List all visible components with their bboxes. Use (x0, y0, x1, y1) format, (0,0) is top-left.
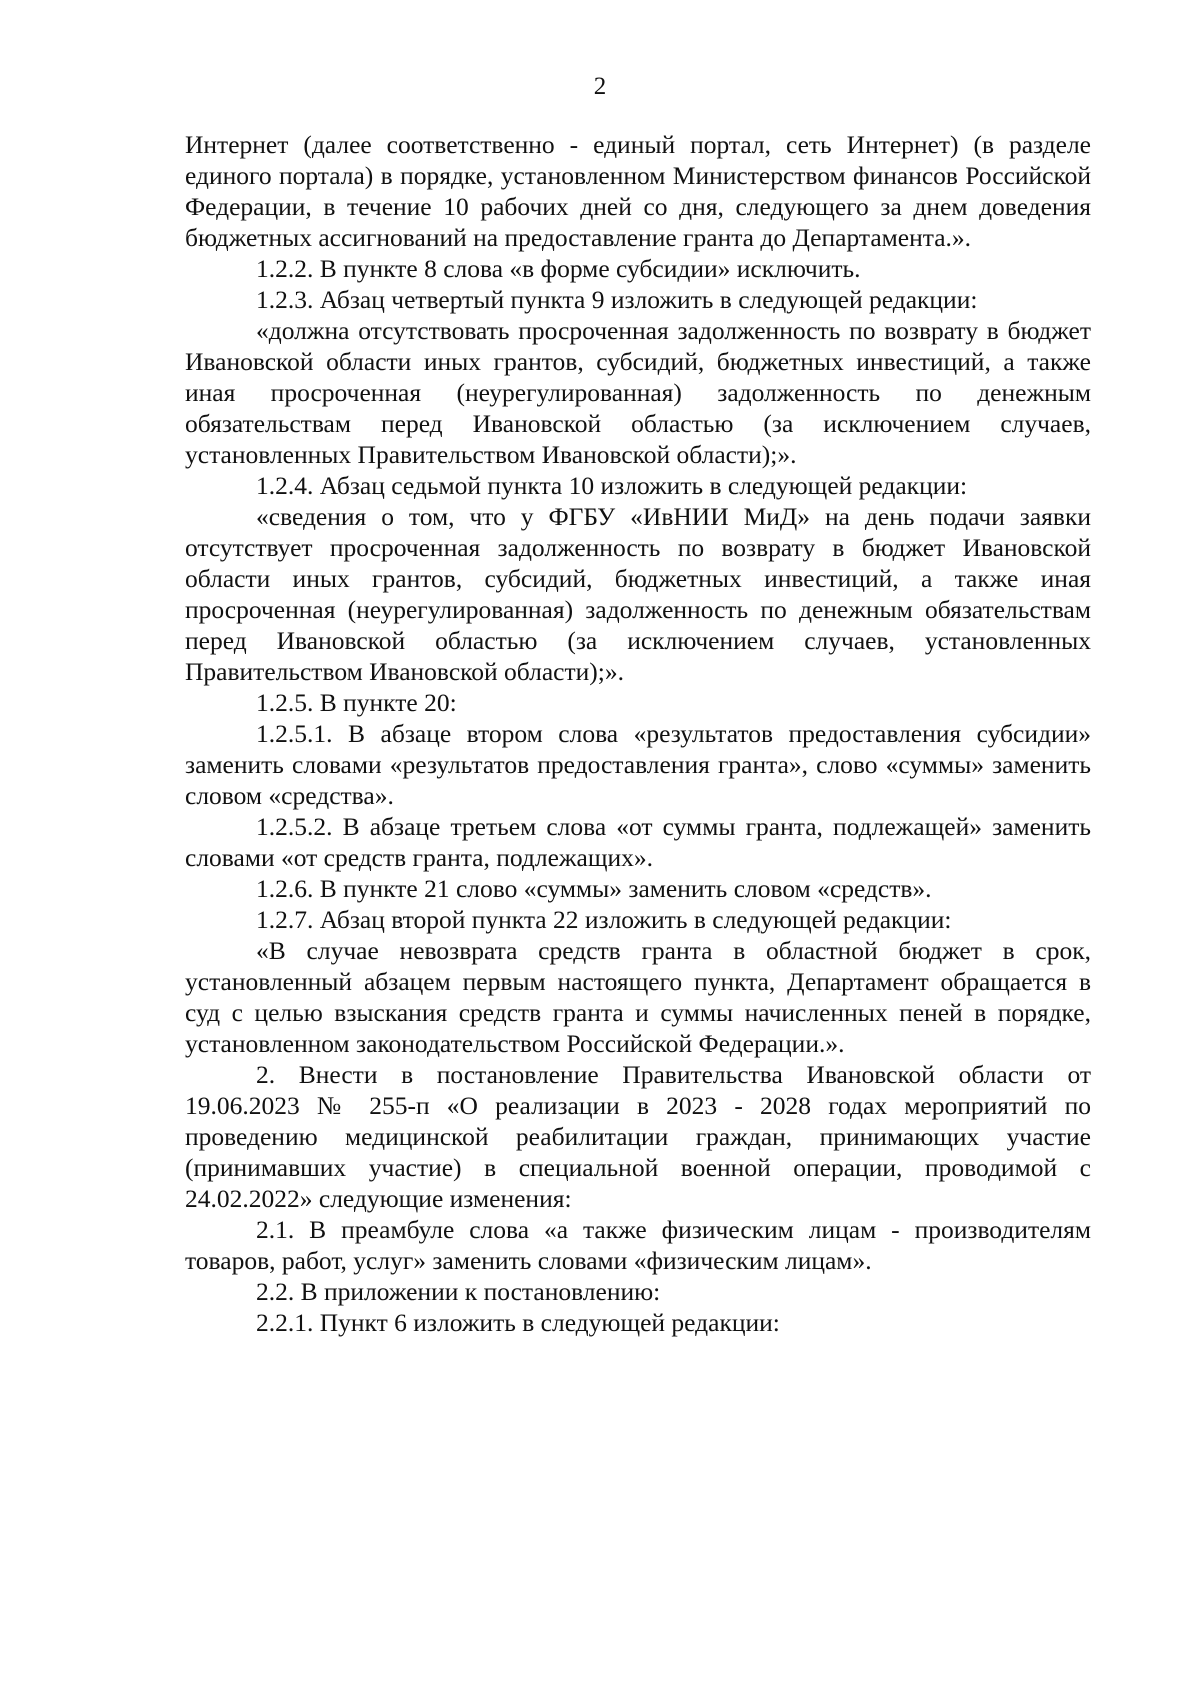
paragraph-1-2-2: 1.2.2. В пункте 8 слова «в форме субсидии» исключить. (256, 254, 861, 283)
paragraph-continuation: Интернет (далее соответственно - единый портал, сеть Интернет) (в разделе единого портала) в порядке, установленном Министерством финансов Российской Федерации, в течение 10 рабочих дней со дня, следующего за днем доведения бюджетных ассигнований на предоставление гранта до Департамента.». (185, 130, 1091, 252)
paragraph-2-2-1: 2.2.1. Пункт 6 изложить в следующей редакции: (256, 1308, 780, 1337)
paragraph-1-2-6: 1.2.6. В пункте 21 слово «суммы» заменить словом «средств». (256, 874, 932, 903)
paragraph-2-2: 2.2. В приложении к постановлению: (256, 1277, 661, 1306)
paragraph-1-2-5-1: 1.2.5.1. В абзаце втором слова «результатов предоставления субсидии» заменить словами «результатов предоставления гранта», слово «суммы» заменить словом «средства». (185, 719, 1091, 810)
paragraph-1-2-5: 1.2.5. В пункте 20: (256, 688, 457, 717)
paragraph-quote-debt: «должна отсутствовать просроченная задолженность по возврату в бюджет Ивановской области иных грантов, субсидий, бюджетных инвестиций, а также иная просроченная (неурегулированная) задолженность по денежным обязательствам перед Ивановской областью (за исключением случаев, установленных Правительством Ивановской области);». (185, 316, 1091, 469)
paragraph-2: 2. Внести в постановление Правительства Ивановской области от 19.06.2023 № 255-п «О реализации в 2023 - 2028 годах мероприятий по проведению медицинской реабилитации граждан, принимающих участие (принимавших участие) в специальной военной операции, проводимой с 24.02.2022» следующие изменения: (185, 1060, 1091, 1213)
paragraph-1-2-3: 1.2.3. Абзац четвертый пункта 9 изложить в следующей редакции: (256, 285, 978, 314)
document-body (185, 129, 1091, 1338)
paragraph-1-2-4: 1.2.4. Абзац седьмой пункта 10 изложить в следующей редакции: (256, 471, 968, 500)
paragraph-quote-info: «сведения о том, что у ФГБУ «ИвНИИ МиД» на день подачи заявки отсутствует просроченная задолженность по возврату в бюджет Ивановской области иных грантов, субсидий, бюджетных инвестиций, а также иная просроченная (неурегулированная) задолженность по денежным обязательствам перед Ивановской областью (за исключением случаев, установленных Правительством Ивановской области);». (185, 502, 1091, 686)
paragraph-1-2-5-2: 1.2.5.2. В абзаце третьем слова «от суммы гранта, подлежащей» заменить словами «от средств гранта, подлежащих». (185, 812, 1091, 872)
page-number: 2 (593, 73, 607, 100)
paragraph-2-1: 2.1. В преамбуле слова «а также физическим лицам - производителям товаров, работ, услуг» заменить словами «физическим лицам». (185, 1215, 1091, 1275)
paragraph-1-2-7: 1.2.7. Абзац второй пункта 22 изложить в следующей редакции: (256, 905, 952, 934)
paragraph-quote-refund: «В случае невозврата средств гранта в областной бюджет в срок, установленный абзацем первым настоящего пункта, Департамент обращается в суд с целью взыскания средств гранта и суммы начисленных пеней в порядке, установленном законодательством Российской Федерации.». (185, 936, 1091, 1058)
